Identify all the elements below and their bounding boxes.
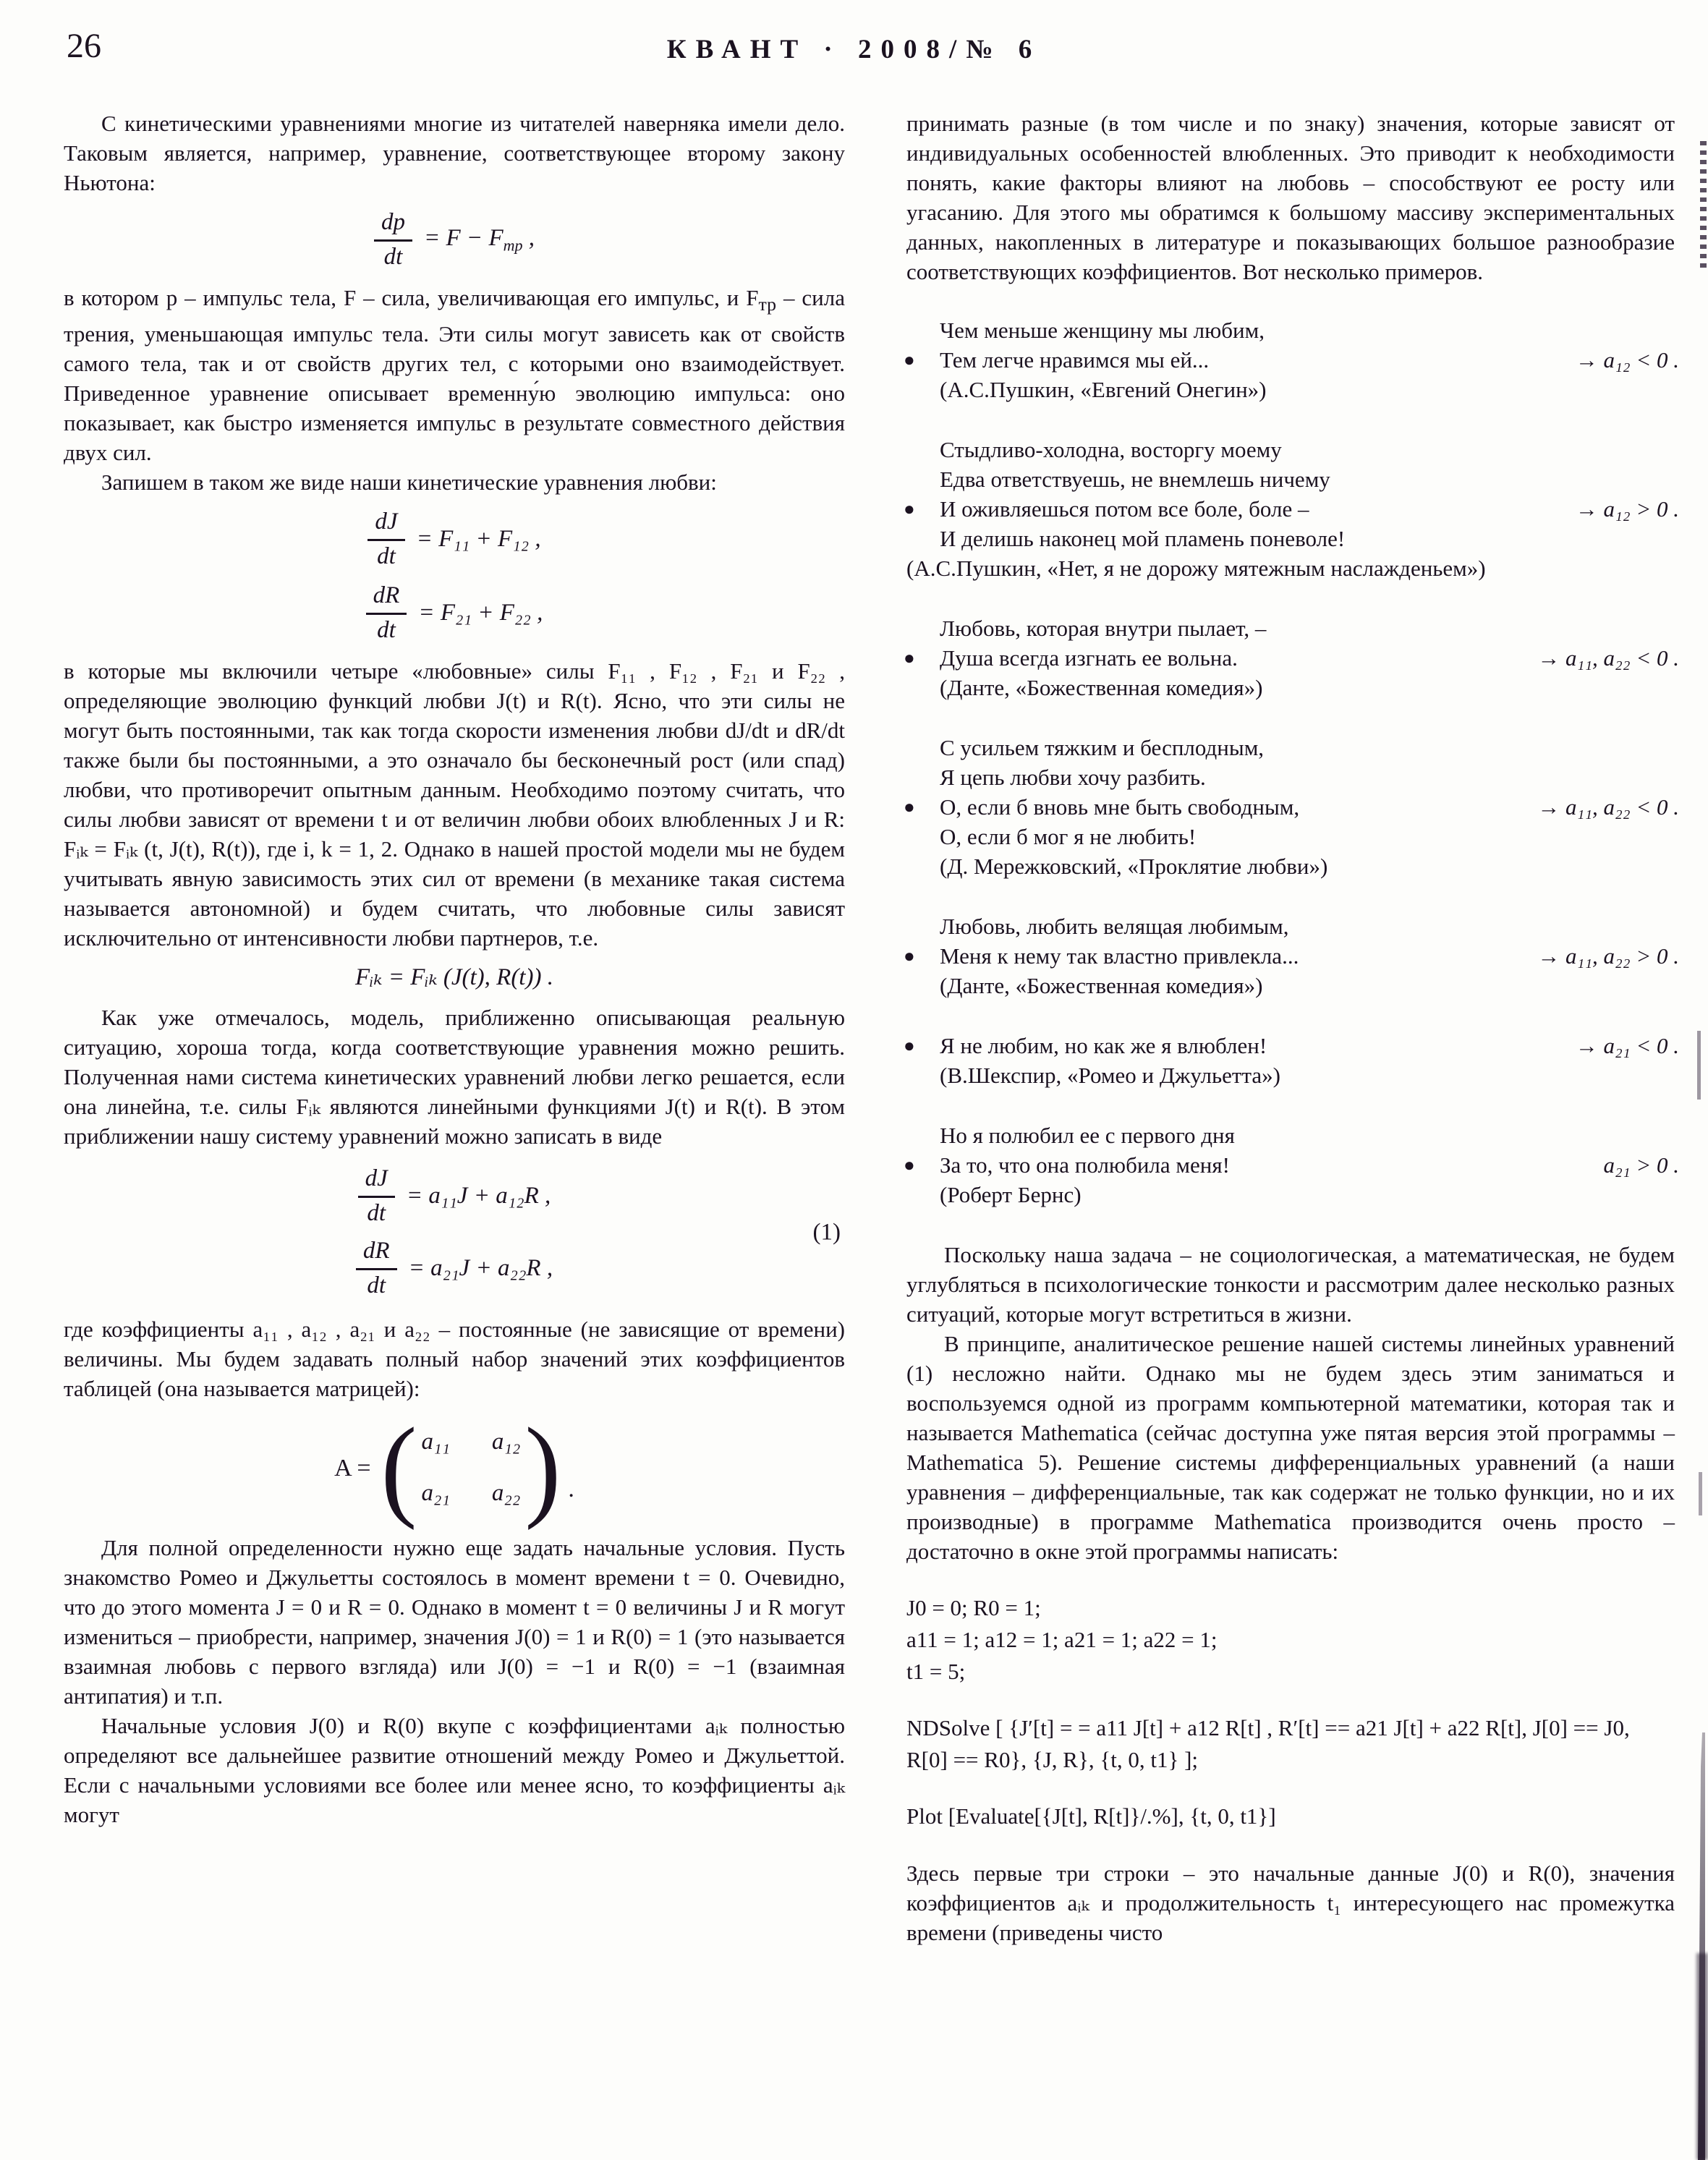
poem-line: Едва ответствуешь, не внемлешь ничему bbox=[940, 467, 1330, 492]
paragraph: Для полной определенности нужно еще задать начальные условия. Пусть знакомство Ромео и Джульетты состоялось в момент времени t = 0. Очевидно, что до этого момента J = 0 и R = 0. Однако в момент t = 0 величины J и R могут измениться – приобрести, например, значения J(0) = 1 и R(0) = 1 (это называется взаимная любовь с первого взгляда) или J(0) = −1 и R(0) = −1 (взаимная антипатия) и т.п. bbox=[64, 1534, 845, 1709]
matrix-lhs: A = bbox=[334, 1454, 371, 1481]
equation-rhs: = a₂₁J + a₂₂R , bbox=[408, 1254, 553, 1281]
equation-system-1 bbox=[64, 1165, 845, 1300]
coefficient-annotation: → a₁₁, a₂₂ < 0 . bbox=[1537, 645, 1679, 671]
poem-line: Я не любим, но как же я влюблен! bbox=[940, 1033, 1267, 1058]
equation-rhs bbox=[424, 225, 535, 255]
paragraph bbox=[64, 283, 845, 467]
text-run: в котором p – импульс тела, F – сила, увеличивающая его импульс, и F bbox=[64, 284, 759, 310]
right-parenthesis: ) bbox=[524, 1404, 561, 1531]
code-line-ndsolve: NDSolve [ {J′[t] = = a11 J[t] + a12 R[t] , R′[t] == a21 J[t] + a22 R[t], J[0] == J0, R[0] == R0}, {J, R}, {t, 0, t1} ]; bbox=[906, 1715, 1630, 1772]
paragraph: принимать разные (в том числе и по знаку) значения, которые зависят от индивидуальных особенностей влюбленных. Это приводит к необходимости понять, какие факторы влияют на любовь – способствуют ее росту или угасанию. Для этого мы обратимся к большому массиву экспериментальных данных, накопленных в литературе и показывающих большое разнообразие соответствующих коэффициентов. Вот несколько примеров. bbox=[906, 111, 1675, 284]
poem-line: О, если б мог я не любить! bbox=[940, 824, 1197, 849]
left-column bbox=[64, 109, 845, 1829]
poem-line: За то, что она полюбила меня! bbox=[940, 1152, 1230, 1178]
fraction-numerator: dR bbox=[366, 582, 407, 615]
matrix-cell-a21: a₂₁ bbox=[421, 1480, 450, 1507]
poetry-quote-dante-2 bbox=[904, 911, 1679, 1000]
poem-line: С усильем тяжким и бесплодным, bbox=[940, 735, 1265, 760]
quote-attribution: (Роберт Бернс) bbox=[940, 1182, 1082, 1207]
scan-artifact-top-right bbox=[1700, 141, 1707, 268]
scan-artifact-bottom-right-2 bbox=[1696, 1953, 1708, 2160]
coefficient-annotation: → a₁₁, a₂₂ < 0 . bbox=[1537, 794, 1679, 820]
rhs-main: = F − F bbox=[424, 225, 504, 252]
bullet-icon: ● bbox=[904, 498, 915, 519]
equation-love-r bbox=[64, 582, 845, 645]
poetry-quote-merezhkovsky bbox=[904, 733, 1679, 881]
rhs-subscript: тр bbox=[503, 237, 523, 255]
paragraph: Поскольку наша задача – не социологическая, а математическая, не будем углубляться в психологические тонкости и рассмотрим далее несколько разных ситуаций, которые могут встретиться в жизни. bbox=[906, 1242, 1675, 1327]
mathematica-code-block bbox=[906, 1592, 1675, 1832]
fraction-denominator: dt bbox=[367, 1272, 386, 1298]
matrix-period: . bbox=[568, 1475, 574, 1502]
poem-line: О, если б вновь мне быть свободным, bbox=[940, 794, 1300, 820]
fraction-numerator: dJ bbox=[367, 509, 404, 541]
poem-line: Стыдливо-холодна, восторгу моему bbox=[940, 437, 1282, 462]
paragraph: В принципе, аналитическое решение нашей системы линейных уравнений (1) несложно найти. Однако мы не будем здесь этим заниматься и воспользуемся одной из программ компьютерной математики, которая так и называется Mathematica (сейчас доступна уже пятая версия этой программы – Mathematica 5). Решение системы дифференциальных уравнений (а наши уравнения – дифференциальные, так как содержат не только функции, но и их производные) в программе Mathematica производится очень просто – достаточно в окне этой программы написать: bbox=[906, 1331, 1675, 1564]
code-line-plot: Plot [Evaluate[{J[t], R[t]}/.%], {t, 0, t1}] bbox=[906, 1803, 1276, 1829]
equation-newton bbox=[64, 209, 845, 271]
equation-rhs: = F₂₁ + F₂₂ , bbox=[418, 599, 543, 626]
fraction bbox=[358, 1165, 395, 1228]
coefficient-annotation: → a₁₂ < 0 . bbox=[1575, 347, 1679, 373]
poetry-quote-dante-1 bbox=[904, 613, 1679, 702]
code-line: J0 = 0; R0 = 1; bbox=[906, 1595, 1041, 1620]
inline-subscript: тр bbox=[758, 294, 777, 315]
poetry-quote-shakespeare bbox=[904, 1031, 1679, 1090]
code-line: t1 = 5; bbox=[906, 1659, 966, 1684]
quote-attribution: (Данте, «Божественная комедия») bbox=[940, 973, 1263, 998]
page-number: 26 bbox=[67, 27, 101, 65]
poem-line: Любовь, которая внутри пылает, – bbox=[940, 616, 1267, 641]
fraction-denominator: dt bbox=[367, 1199, 386, 1226]
poem-line: И делишь наконец мой пламень поневоле! bbox=[940, 526, 1346, 551]
poetry-quote-pushkin-onegin bbox=[904, 315, 1679, 404]
poem-line: И оживляешься потом все боле, боле – bbox=[940, 496, 1309, 522]
quotes-section bbox=[904, 315, 1679, 1209]
poem-line: Чем меньше женщину мы любим, bbox=[940, 318, 1265, 343]
poem-line: Любовь, любить велящая любимым, bbox=[940, 914, 1289, 939]
poem-line: Но я полюбил ее с первого дня bbox=[940, 1123, 1235, 1148]
paragraph: Как уже отмечалось, модель, приближенно описывающая реальную ситуацию, хороша тогда, когда соответствующие уравнения можно решить. Полученная нами система кинетических уравнений любви легко решается, если она линейна, т.е. силы Fᵢₖ являются линейными функциями J(t) и R(t). В этом приближении нашу систему уравнений можно записать в виде bbox=[64, 1004, 845, 1149]
scan-artifact-mid-right-2 bbox=[1699, 1472, 1702, 1515]
right-column bbox=[904, 109, 1679, 1947]
poem-line: Меня к нему так властно привлекла... bbox=[940, 943, 1299, 969]
paragraph: Здесь первые три строки – это начальные данные J(0) и R(0), значения коэффициентов aᵢₖ и продолжительность t₁ интересующего нас промежутка времени (приведены чисто bbox=[906, 1861, 1675, 1945]
quote-attribution: (Данте, «Божественная комедия») bbox=[940, 675, 1263, 700]
bullet-icon: ● bbox=[904, 1035, 915, 1056]
bullet-icon: ● bbox=[904, 349, 915, 370]
fraction-denominator: dt bbox=[377, 616, 396, 643]
matrix-grid bbox=[421, 1427, 520, 1508]
quote-attribution: (Д. Мережковский, «Проклятие любви») bbox=[940, 854, 1328, 879]
rhs-tail: , bbox=[522, 225, 535, 252]
paragraph: Запишем в таком же виде наши кинетические уравнения любви: bbox=[101, 469, 717, 496]
matrix-cell-a22: a₂₂ bbox=[491, 1480, 521, 1507]
coefficient-annotation: → a₁₁, a₂₂ > 0 . bbox=[1537, 943, 1679, 969]
paragraph: Начальные условия J(0) и R(0) вкупе с коэффициентами aᵢₖ полностью определяют все дальнейшее развитие отношений между Ромео и Джульеттой. Если с начальными условиями все более или менее ясно, то коэффициенты aᵢₖ могут bbox=[64, 1712, 845, 1827]
fraction-denominator: dt bbox=[377, 543, 396, 569]
code-gap bbox=[906, 1688, 1675, 1712]
poetry-quote-burns bbox=[904, 1121, 1679, 1209]
poetry-quote-pushkin-net bbox=[904, 435, 1679, 583]
scan-artifact-bottom-right bbox=[1698, 1732, 1705, 2160]
coefficient-annotation: → a₂₁ < 0 . bbox=[1575, 1033, 1679, 1058]
quote-attribution: (В.Шекспир, «Ромео и Джульетта») bbox=[940, 1063, 1280, 1088]
poem-line: Я цепь любви хочу разбить. bbox=[940, 765, 1206, 790]
coefficient-annotation: a₂₁ > 0 . bbox=[1603, 1152, 1679, 1178]
equation-number-label: (1) bbox=[812, 1219, 841, 1246]
matrix-cell-a11: a₁₁ bbox=[421, 1429, 450, 1455]
matrix-equation bbox=[64, 1404, 845, 1531]
fraction bbox=[366, 582, 407, 645]
equation-rhs: = F₁₁ + F₁₂ , bbox=[416, 526, 541, 553]
equation-love-j bbox=[64, 509, 845, 571]
bullet-icon: ● bbox=[904, 796, 915, 817]
equation-rhs: = a₁₁J + a₁₂R , bbox=[406, 1182, 551, 1209]
scan-artifact-mid-right-1 bbox=[1697, 1031, 1701, 1100]
equation-fik: Fᵢₖ = Fᵢₖ (J(t), R(t)) . bbox=[355, 964, 553, 990]
journal-header: КВАНТ · 2008/№ 6 bbox=[666, 35, 1042, 64]
code-gap bbox=[906, 1776, 1675, 1800]
coefficient-annotation: → a₁₂ > 0 . bbox=[1575, 496, 1679, 522]
fraction bbox=[367, 509, 404, 571]
poem-line: Душа всегда изгнать ее вольна. bbox=[940, 645, 1238, 671]
left-parenthesis: ( bbox=[381, 1404, 417, 1531]
matrix-cell-a12: a₁₂ bbox=[491, 1429, 521, 1455]
paragraph: С кинетическими уравнениями многие из читателей наверняка имели дело. Таковым является, например, уравнение, соответствующее второму закону Ньютона: bbox=[64, 111, 845, 195]
fraction-numerator: dp bbox=[374, 209, 412, 242]
text-run: – сила трения, уменьшающая импульс тела. Эти силы могут зависеть как от свойств самого тела, так и от свойств других тел, с которыми оно взаимодействует. Приведенное уравнение описывает временну́ю эволюцию импульса: оно показывает, как быстро изменяется импульс в результате совместного действия двух сил. bbox=[64, 284, 845, 466]
fraction bbox=[374, 209, 412, 271]
code-line: a11 = 1; a12 = 1; a21 = 1; a22 = 1; bbox=[906, 1627, 1218, 1652]
equation-system-row1 bbox=[64, 1165, 845, 1228]
fraction-denominator: dt bbox=[383, 243, 403, 270]
paragraph: в которые мы включили четыре «любовные» силы F₁₁ , F₁₂ , F₂₁ и F₂₂ , определяющие эволюцию функций любви J(t) и R(t). Ясно, что эти силы не могут быть постоянными, так как тогда скорости изменения любви dJ/dt и dR/dt также были бы постоянными, а это означало бы бесконечный рост (или спад) любви, что противоречит опытным данным. Необходимо поэтому считать, что силы любви зависят от времени t и от величин любви обоих влюбленных J и R: Fᵢₖ = Fᵢₖ (t, J(t), R(t)), где i, k = 1, 2. Однако в нашей простой модели мы не будем учитывать явную зависимость этих сил от времени (в механике такая система называется автономной) и будем считать, что любовные силы зависят исключительно от интенсивности любви партнеров, т.е. bbox=[64, 658, 845, 951]
bullet-icon: ● bbox=[904, 647, 915, 668]
paragraph: где коэффициенты a₁₁ , a₁₂ , a₂₁ и a₂₂ – постоянные (не зависящие от времени) величины. Мы будем задавать полный набор значений этих коэффициентов таблицей (она называется матрицей): bbox=[64, 1316, 845, 1401]
quote-attribution: (А.С.Пушкин, «Нет, я не дорожу мятежным наслажденьем») bbox=[906, 556, 1486, 581]
equation-system-row2 bbox=[64, 1238, 845, 1300]
poem-line: Тем легче нравимся мы ей... bbox=[940, 347, 1210, 373]
fraction-numerator: dJ bbox=[358, 1165, 395, 1198]
bullet-icon: ● bbox=[904, 1155, 915, 1175]
bullet-icon: ● bbox=[904, 945, 915, 966]
quote-attribution: (А.С.Пушкин, «Евгений Онегин») bbox=[940, 377, 1267, 402]
fraction bbox=[356, 1238, 397, 1300]
fraction-numerator: dR bbox=[356, 1238, 397, 1270]
